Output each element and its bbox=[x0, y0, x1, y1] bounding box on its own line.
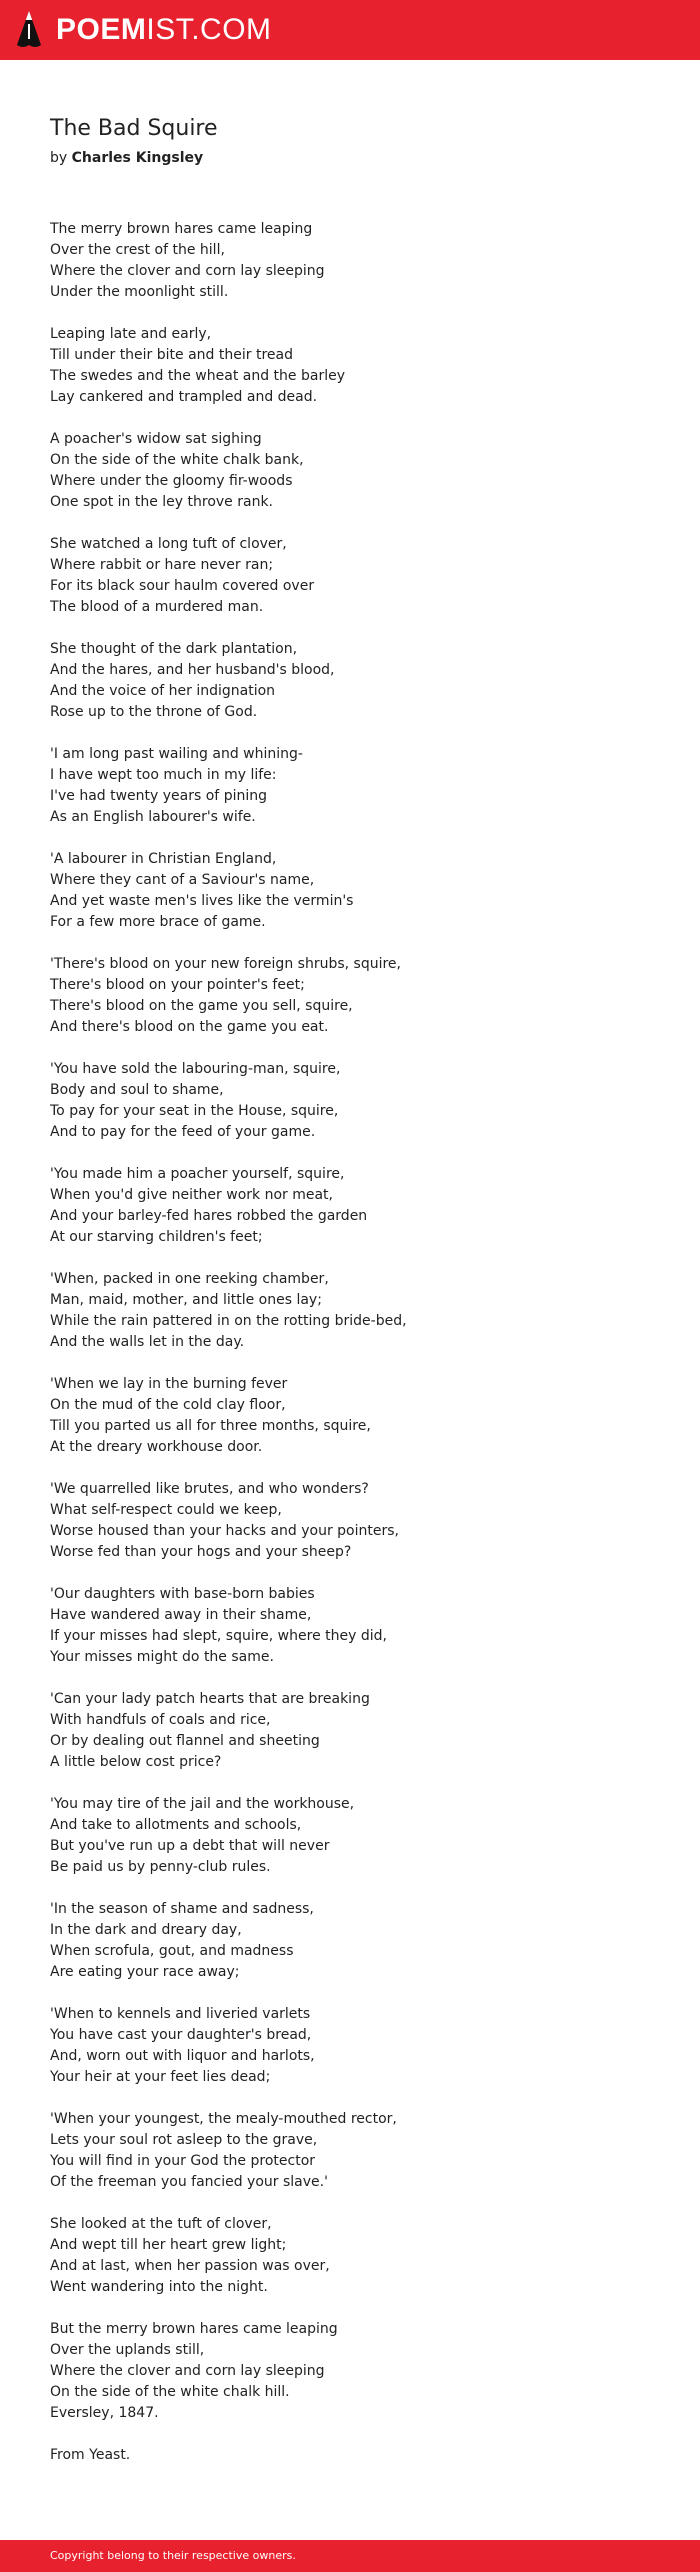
poem-stanza bbox=[50, 1479, 650, 1563]
poem-line: Till you parted us all for three months, squire, bbox=[50, 1418, 371, 1434]
poem-line: While the rain pattered in on the rotting bride-bed, bbox=[50, 1313, 407, 1329]
poem-line: And yet waste men's lives like the vermin's bbox=[50, 893, 354, 909]
poem-stanza bbox=[50, 2004, 650, 2088]
poem-line: At our starving children's feet; bbox=[50, 1229, 263, 1245]
poem-line: For its black sour haulm covered over bbox=[50, 578, 315, 594]
poem-line: Over the uplands still, bbox=[50, 2342, 205, 2358]
poem-line: 'There's blood on your new foreign shrubs, squire, bbox=[50, 956, 401, 972]
poem-line: On the mud of the cold clay floor, bbox=[50, 1397, 286, 1413]
poem-line: Rose up to the throne of God. bbox=[50, 704, 258, 720]
poem-stanza bbox=[50, 2109, 650, 2193]
poem-line: 'Can your lady patch hearts that are breaking bbox=[50, 1691, 370, 1707]
poem-line: In the dark and dreary day, bbox=[50, 1922, 242, 1938]
poem-line: And, worn out with liquor and harlots, bbox=[50, 2048, 315, 2064]
poem-line: But the merry brown hares came leaping bbox=[50, 2321, 338, 2337]
poem-line: For a few more brace of game. bbox=[50, 914, 266, 930]
poem-stanza bbox=[50, 219, 650, 303]
poem-line: And to pay for the feed of your game. bbox=[50, 1124, 316, 1140]
poem-line: I have wept too much in my life: bbox=[50, 767, 277, 783]
poem-stanza bbox=[50, 1899, 650, 1983]
poem-line: One spot in the ley throve rank. bbox=[50, 494, 274, 510]
poem-line: Eversley, 1847. bbox=[50, 2405, 159, 2421]
poem-line: From Yeast. bbox=[50, 2447, 131, 2463]
poem-line: With handfuls of coals and rice, bbox=[50, 1712, 271, 1728]
poem-line: 'When to kennels and liveried varlets bbox=[50, 2006, 311, 2022]
poem-line: 'When we lay in the burning fever bbox=[50, 1376, 288, 1392]
poem-stanza bbox=[50, 1689, 650, 1773]
poem-line: Worse fed than your hogs and your sheep? bbox=[50, 1544, 352, 1560]
poem-line: Worse housed than your hacks and your pointers, bbox=[50, 1523, 399, 1539]
site-footer bbox=[0, 2540, 700, 2572]
site-header bbox=[0, 0, 700, 60]
poem-line: Leaping late and early, bbox=[50, 326, 212, 342]
poem-line: On the side of the white chalk bank, bbox=[50, 452, 304, 468]
poem-line: Lay cankered and trampled and dead. bbox=[50, 389, 318, 405]
poem-line: Where the clover and corn lay sleeping bbox=[50, 263, 325, 279]
poem-line: If your misses had slept, squire, where they did, bbox=[50, 1628, 387, 1644]
poem-line: And the hares, and her husband's blood, bbox=[50, 662, 335, 678]
poem-stanza bbox=[50, 324, 650, 408]
poem-title: The Bad Squire bbox=[50, 116, 218, 141]
byline bbox=[50, 147, 203, 169]
poem-stanza bbox=[50, 2214, 650, 2298]
poem-line: And the voice of her indignation bbox=[50, 683, 276, 699]
brand-name-bold: POEM bbox=[56, 13, 147, 46]
poem-line: 'A labourer in Christian England, bbox=[50, 851, 277, 867]
poem-stanza bbox=[50, 1059, 650, 1143]
poem-line: 'We quarrelled like brutes, and who wonders? bbox=[50, 1481, 369, 1497]
poem-stanza bbox=[50, 1794, 650, 1878]
poem-line: Your heir at your feet lies dead; bbox=[50, 2069, 271, 2085]
poem-stanza bbox=[50, 744, 650, 828]
poem-stanza bbox=[50, 1374, 650, 1458]
poem-stanza bbox=[50, 954, 650, 1038]
poem-line: Went wandering into the night. bbox=[50, 2279, 268, 2295]
poem-line: The blood of a murdered man. bbox=[50, 599, 264, 615]
poem-line: Where they cant of a Saviour's name, bbox=[50, 872, 315, 888]
poem-stanza bbox=[50, 849, 650, 933]
poem-line: Are eating your race away; bbox=[50, 1964, 240, 1980]
poem-line: Where the clover and corn lay sleeping bbox=[50, 2363, 325, 2379]
poem-line: A little below cost price? bbox=[50, 1754, 222, 1770]
pencil-icon bbox=[16, 10, 42, 50]
poem-stanza bbox=[50, 1164, 650, 1248]
poem-line: Where under the gloomy fir-woods bbox=[50, 473, 293, 489]
poem-stanza bbox=[50, 1584, 650, 1668]
poem-line: Where rabbit or hare never ran; bbox=[50, 557, 274, 573]
poem-line: I've had twenty years of pining bbox=[50, 788, 267, 804]
poem-line: 'I am long past wailing and whining- bbox=[50, 746, 303, 762]
copyright-text: Copyright belong to their respective owners. bbox=[50, 2549, 296, 2562]
poem-line: Your misses might do the same. bbox=[50, 1649, 274, 1665]
poem-line: What self-respect could we keep, bbox=[50, 1502, 282, 1518]
poem-line: 'In the season of shame and sadness, bbox=[50, 1901, 314, 1917]
poem-line: She thought of the dark plantation, bbox=[50, 641, 298, 657]
poem-line: As an English labourer's wife. bbox=[50, 809, 256, 825]
poem-line: 'Our daughters with base-born babies bbox=[50, 1586, 315, 1602]
poem-line: And the walls let in the day. bbox=[50, 1334, 245, 1350]
poem-line: 'You may tire of the jail and the workhouse, bbox=[50, 1796, 355, 1812]
poem-line: There's blood on your pointer's feet; bbox=[50, 977, 305, 993]
poem-line: The swedes and the wheat and the barley bbox=[50, 368, 345, 384]
poem-stanza bbox=[50, 534, 650, 618]
poem-line: Man, maid, mother, and little ones lay; bbox=[50, 1292, 322, 1308]
poem-line: Till under their bite and their tread bbox=[50, 347, 293, 363]
poem-line: On the side of the white chalk hill. bbox=[50, 2384, 290, 2400]
poem-line: Have wandered away in their shame, bbox=[50, 1607, 312, 1623]
poem-line: She watched a long tuft of clover, bbox=[50, 536, 287, 552]
poem-line: 'When your youngest, the mealy-mouthed rector, bbox=[50, 2111, 397, 2127]
poem-line: But you've run up a debt that will never bbox=[50, 1838, 330, 1854]
poem-line: Lets your soul rot asleep to the grave, bbox=[50, 2132, 318, 2148]
poem-line: 'You have sold the labouring-man, squire, bbox=[50, 1061, 341, 1077]
poem-line: Or by dealing out flannel and sheeting bbox=[50, 1733, 320, 1749]
poem-line: You have cast your daughter's bread, bbox=[50, 2027, 312, 2043]
poem-line: Of the freeman you fancied your slave.' bbox=[50, 2174, 328, 2190]
poem-line: 'You made him a poacher yourself, squire, bbox=[50, 1166, 345, 1182]
poem-line: A poacher's widow sat sighing bbox=[50, 431, 262, 447]
poem-line: Body and soul to shame, bbox=[50, 1082, 224, 1098]
poem-line: There's blood on the game you sell, squire, bbox=[50, 998, 353, 1014]
poem-line: And your barley-fed hares robbed the garden bbox=[50, 1208, 368, 1224]
poem-line: The merry brown hares came leaping bbox=[50, 221, 313, 237]
poem-stanza bbox=[50, 2445, 650, 2466]
poem-stanza bbox=[50, 1269, 650, 1353]
poem-line: And take to allotments and schools, bbox=[50, 1817, 302, 1833]
poem-stanza bbox=[50, 2319, 650, 2424]
poem-line: Under the moonlight still. bbox=[50, 284, 229, 300]
poem-body bbox=[50, 219, 650, 2487]
poem-line: 'When, packed in one reeking chamber, bbox=[50, 1271, 329, 1287]
poem-stanza bbox=[50, 639, 650, 723]
poem-line: She looked at the tuft of clover, bbox=[50, 2216, 272, 2232]
poem-line: Be paid us by penny-club rules. bbox=[50, 1859, 271, 1875]
poem-line: To pay for your seat in the House, squire, bbox=[50, 1103, 339, 1119]
poem-line: You will find in your God the protector bbox=[50, 2153, 316, 2169]
brand-name-light: IST.COM bbox=[146, 13, 272, 46]
poem-line: When you'd give neither work nor meat, bbox=[50, 1187, 333, 1203]
poem-line: And at last, when her passion was over, bbox=[50, 2258, 330, 2274]
poem-line: And wept till her heart grew light; bbox=[50, 2237, 287, 2253]
poem-line: Over the crest of the hill, bbox=[50, 242, 225, 258]
poem-stanza bbox=[50, 429, 650, 513]
brand-name bbox=[56, 10, 272, 50]
byline-label: by bbox=[50, 150, 68, 166]
poem-line: When scrofula, gout, and madness bbox=[50, 1943, 294, 1959]
site-logo[interactable] bbox=[16, 10, 272, 50]
poem-line: And there's blood on the game you eat. bbox=[50, 1019, 329, 1035]
poem-line: At the dreary workhouse door. bbox=[50, 1439, 263, 1455]
author-name[interactable]: Charles Kingsley bbox=[71, 150, 204, 166]
